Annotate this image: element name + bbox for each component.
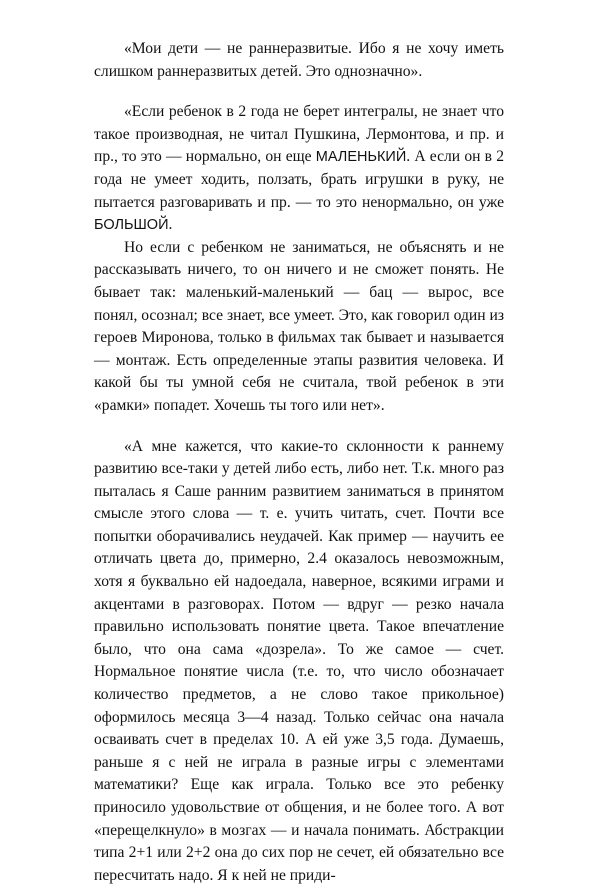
- text-run: .: [169, 216, 173, 233]
- text-run: «Мои дети — не раннеразвитые. Ибо я не хочу иметь слишком раннеразвитых детей. Это однозначно».: [94, 40, 504, 80]
- text-run: . А если он в 2 года не умеет ходить, ползать, брать игрушки в руку, не пытается разговаривать и пр. — то это ненормально, он уже: [94, 148, 504, 210]
- text-run: «Если ребенок в 2 года не берет интегралы, не знает что такое производная, не читал Пушкина, Лермонтова, и пр. и пр., то это — нормально, он еще: [94, 103, 504, 165]
- emphasis-word: МАЛЕНЬКИЙ: [316, 149, 407, 165]
- text-run: «А мне кажется, что какие-то склонности к раннему развитию все-таки у детей либо есть, либо нет. Т.к. много раз пыталась я Саше ранним развитием заниматься в принятом смысле этого слова — т. е. учить читать, счет. Почти все попытки оборачивались неудачей. Как пример — научить ее отличать цвета до, примерно, 2.4 оказалось невозможным, хотя я буквально ей надоедала, наверное, всякими играми и акцентами в разговорах. Потом — вдруг — резко начала правильно использовать понятие цвета. Такое впечатление было, что она сама «дозрела». То же самое — счет. Нормальное понятие числа (т.е. то, что число обозначает количество предметов, а не слово такое прикольное) оформилось месяца 3—4 назад. Только сейчас она начала осваивать счет в пределах 10. А ей уже 3,5 года. Думаешь, раньше я с ней не играла в разные игры с элементами математики? Еще как играла. Только все это ребенку приносило удовольствие от общения, и не более того. А вот «перещелкнуло» в мозгах — и начала понимать. Абстракции типа 2+1 или 2+2 она до сих пор не сечет, ей обязательно все пересчитать надо. Я к ней не приди-: [94, 438, 504, 884]
- paragraph: [94, 237, 504, 418]
- paragraph: [94, 101, 504, 237]
- quote-block: [94, 38, 504, 83]
- paragraph: [94, 436, 504, 887]
- emphasis-word: БОЛЬШОЙ: [94, 217, 169, 233]
- quote-block: [94, 436, 504, 887]
- quote-block: [94, 101, 504, 417]
- paragraph: [94, 38, 504, 83]
- document-page: [94, 38, 504, 887]
- text-run: Но если с ребенком не заниматься, не объяснять и не рассказывать ничего, то он ничего и не сможет понять. Не бывает так: маленький-маленький — бац — вырос, все понял, осознал; все знает, все умеет. Это, как говорил один из героев Миронова, только в фильмах так бывает и называется — монтаж. Есть определенные этапы развития человека. И какой бы ты умной себя не считала, твой ребенок в эти «рамки» попадет. Хочешь ты того или нет».: [94, 239, 504, 414]
